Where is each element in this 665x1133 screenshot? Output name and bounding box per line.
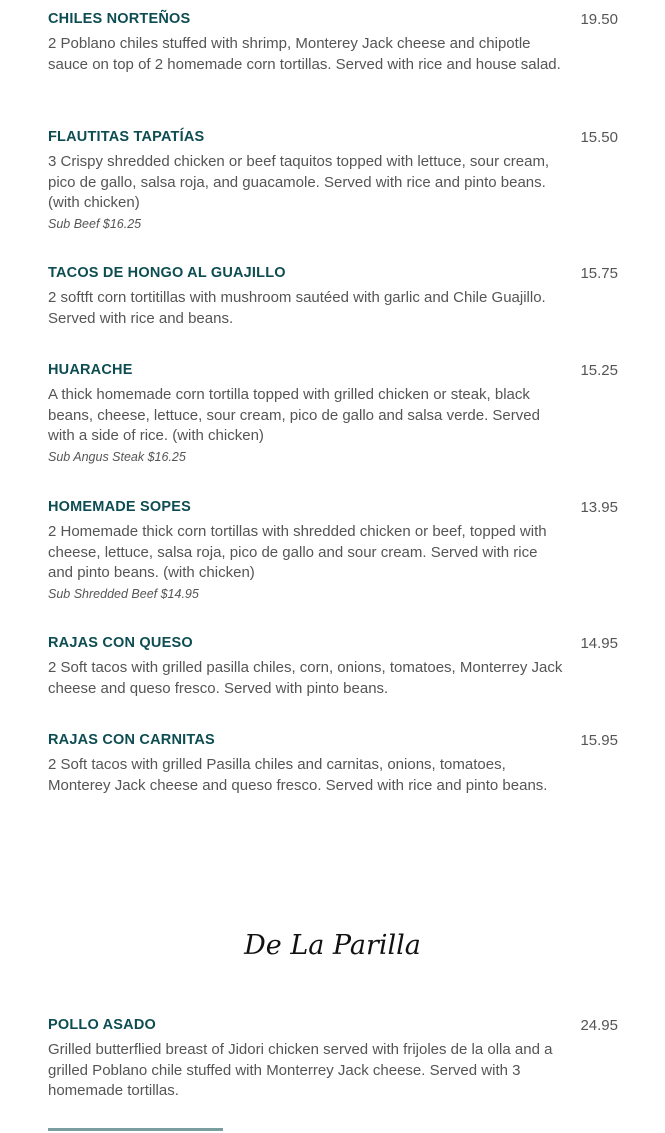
item-description: A thick homemade corn tortilla topped with grilled chicken or steak, black beans, cheese, lettuce, sour cream, pico de gallo and salsa verde. Served with a side of rice. (with chicken) (48, 386, 540, 445)
menu-item-rajas-con-carnitas (48, 731, 618, 796)
menu-item-homemade-sopes (48, 498, 618, 602)
item-sub-note: Sub Beef $16.25 (48, 217, 142, 232)
item-name: HOMEMADE SOPES (48, 499, 191, 515)
item-name: CHILES NORTEÑOS (48, 11, 191, 27)
menu-item-rajas-con-queso (48, 634, 618, 699)
item-price: 15.95 (580, 732, 618, 749)
next-item-cutoff (48, 1128, 223, 1133)
section-title-de-la-parilla: De La Parilla (244, 930, 421, 961)
menu-item-pollo-asado (48, 1016, 618, 1102)
item-name: HUARACHE (48, 362, 133, 378)
item-name: FLAUTITAS TAPATÍAS (48, 129, 205, 145)
item-price: 15.25 (580, 362, 618, 379)
item-price: 19.50 (580, 11, 618, 28)
item-description: 2 softft corn tortitillas with mushroom sautéed with garlic and Chile Guajillo. Served with rice and beans. (48, 289, 546, 327)
menu-item-flautitas-tapatias (48, 128, 618, 232)
item-price: 24.95 (580, 1017, 618, 1034)
item-name: TACOS DE HONGO AL GUAJILLO (48, 265, 286, 281)
item-description: 2 Soft tacos with grilled Pasilla chiles and carnitas, onions, tomatoes, Monterey Jack cheese and queso fresco. Served with rice and pinto beans. (48, 756, 548, 794)
menu-item-huarache (48, 361, 618, 465)
menu-item-tacos-de-hongo (48, 264, 618, 329)
item-name: RAJAS CON QUESO (48, 635, 193, 651)
item-description: 2 Soft tacos with grilled pasilla chiles, corn, onions, tomatoes, Monterrey Jack cheese and queso fresco. Served with pinto beans. (48, 659, 563, 697)
item-description: 2 Homemade thick corn tortillas with shredded chicken or beef, topped with cheese, lettuce, salsa roja, pico de gallo and sour cream. Served with rice and pinto beans. (with chicken) (48, 523, 547, 582)
item-price: 14.95 (580, 635, 618, 652)
item-name: RAJAS CON CARNITAS (48, 732, 215, 748)
item-price: 15.75 (580, 265, 618, 282)
menu-item-chiles-nortenos (48, 10, 618, 75)
item-name: POLLO ASADO (48, 1017, 156, 1033)
item-sub-note: Sub Angus Steak $16.25 (48, 450, 186, 465)
item-description: Grilled butterflied breast of Jidori chicken served with frijoles de la olla and a grilled Poblano chile stuffed with Monterrey Jack cheese. Served with 3 homemade tortillas. (48, 1041, 553, 1100)
item-price: 15.50 (580, 129, 618, 146)
item-description: 2 Poblano chiles stuffed with shrimp, Monterey Jack cheese and chipotle sauce on top of 2 homemade corn tortillas. Served with rice and house salad. (48, 35, 561, 73)
item-sub-note: Sub Shredded Beef $14.95 (48, 587, 199, 602)
item-price: 13.95 (580, 499, 618, 516)
item-description: 3 Crispy shredded chicken or beef taquitos topped with lettuce, sour cream, pico de gallo, salsa roja, and guacamole. Served with rice and pinto beans. (with chicken) (48, 153, 550, 212)
